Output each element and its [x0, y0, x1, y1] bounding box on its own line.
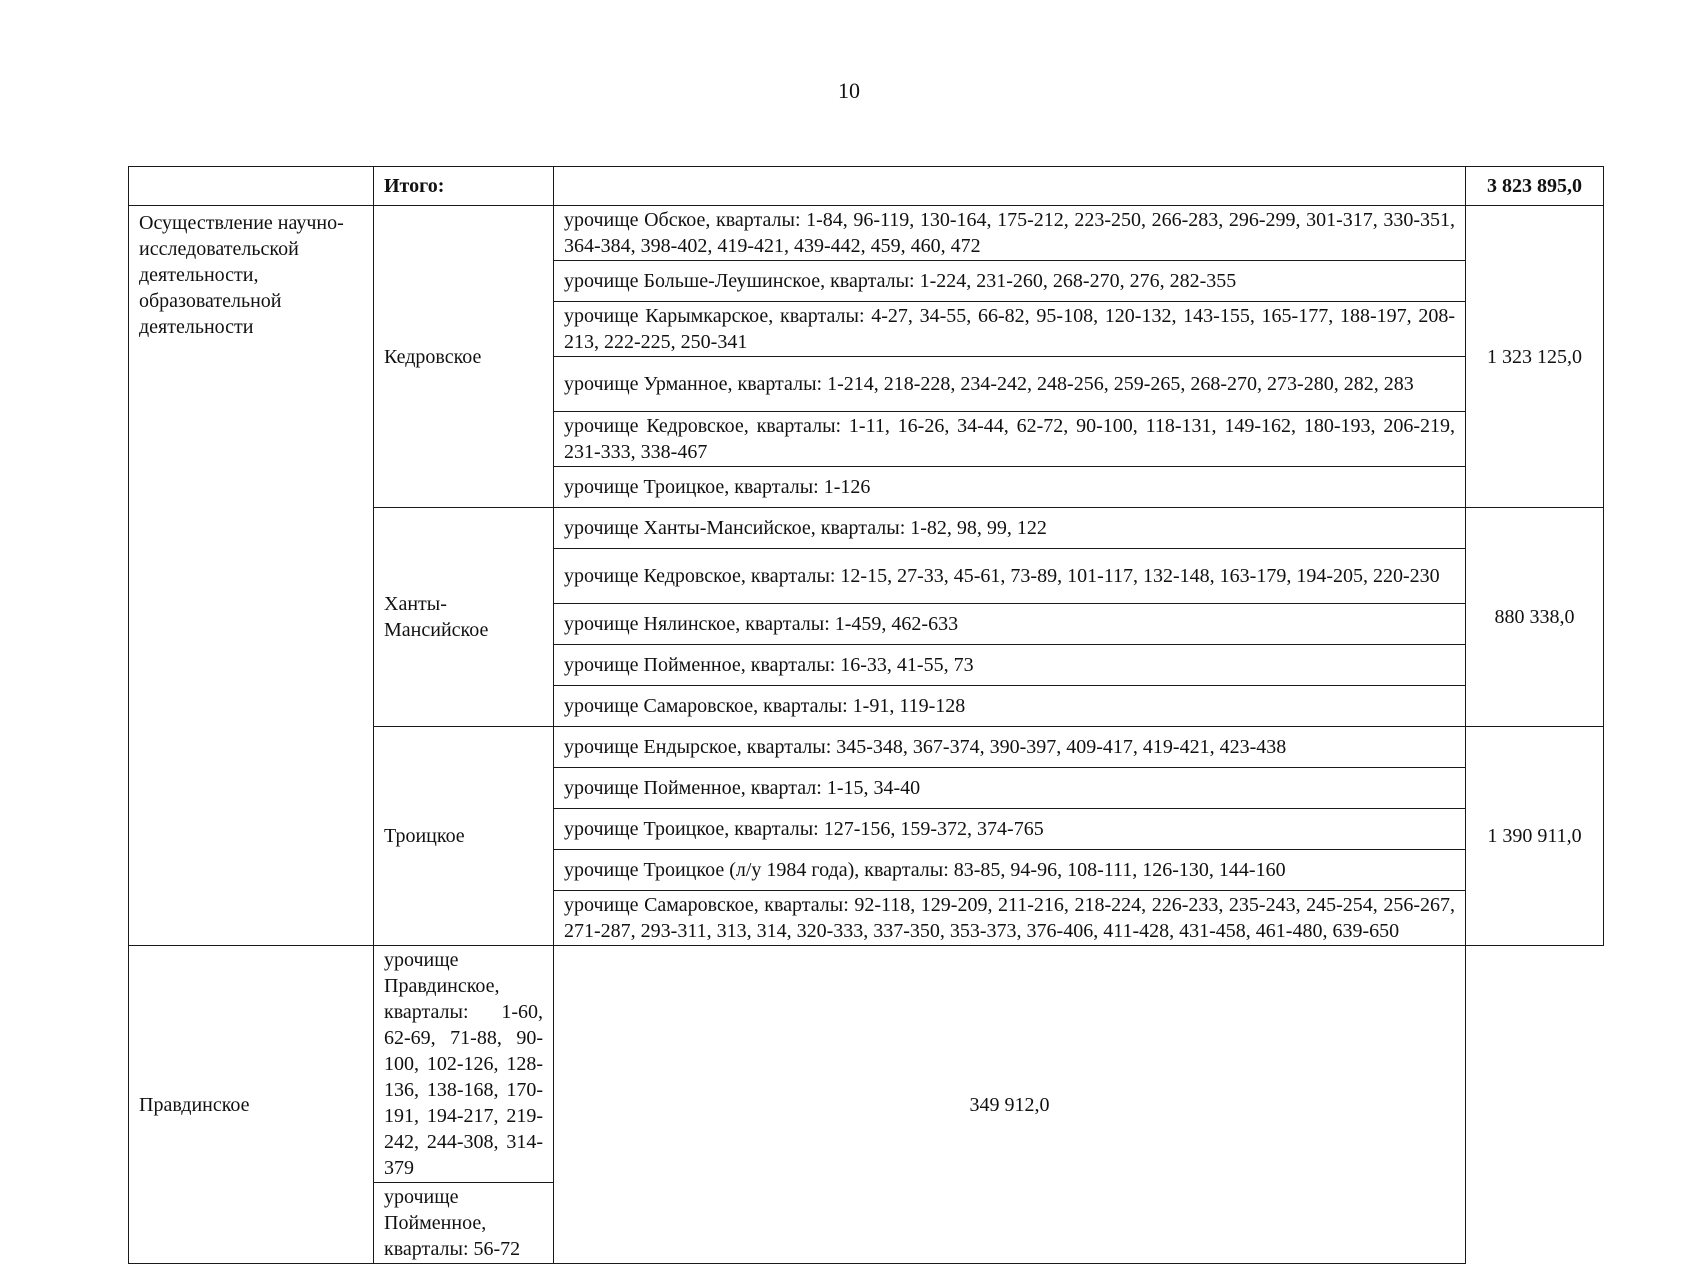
area-cell: 880 338,0 — [1466, 508, 1604, 727]
locality-cell: урочище Правдинское, кварталы: 1-60, 62-69, 71-88, 90-100, 102-126, 128-136, 138-168, 170-191, 194-217, 219-242, 244-308, 314-379 — [374, 946, 554, 1183]
locality-cell: урочище Ханты-Мансийское, кварталы: 1-82, 98, 99, 122 — [554, 508, 1466, 549]
locality-cell: урочище Больше-Леушинское, кварталы: 1-224, 231-260, 268-270, 276, 282-355 — [554, 261, 1466, 302]
total-label: Итого: — [374, 167, 554, 206]
table-row — [129, 206, 1604, 261]
locality-cell: урочище Самаровское, кварталы: 1-91, 119-128 — [554, 686, 1466, 727]
locality-cell: урочище Пойменное, кварталы: 56-72 — [374, 1183, 554, 1264]
total-area: 3 823 895,0 — [1466, 167, 1604, 206]
locality-cell: урочище Обское, кварталы: 1-84, 96-119, 130-164, 175-212, 223-250, 266-283, 296-299, 301-317, 330-351, 364-384, 398-402, 419-421, 439-442, 459, 460, 472 — [554, 206, 1466, 261]
locality-cell: урочище Урманное, кварталы: 1-214, 218-228, 234-242, 248-256, 259-265, 268-270, 273-280, 282, 283 — [554, 357, 1466, 412]
locality-cell: урочище Кедровское, кварталы: 1-11, 16-26, 34-44, 62-72, 90-100, 118-131, 149-162, 180-193, 206-219, 231-333, 338-467 — [554, 412, 1466, 467]
forestry-cell: Троицкое — [374, 727, 554, 946]
locality-cell: урочище Самаровское, кварталы: 92-118, 129-209, 211-216, 218-224, 226-233, 235-243, 245-254, 256-267, 271-287, 293-311, 313, 314, 320-333, 337-350, 353-373, 376-406, 411-428, 431-458, 461-480, 639-650 — [554, 891, 1466, 946]
page-number: 10 — [838, 78, 860, 103]
locality-cell: урочище Троицкое, кварталы: 127-156, 159-372, 374-765 — [554, 809, 1466, 850]
locality-cell: урочище Пойменное, квартал: 1-15, 34-40 — [554, 768, 1466, 809]
forestry-cell: Кедровское — [374, 206, 554, 508]
table-row — [129, 946, 1604, 1183]
total-row — [129, 167, 1604, 206]
locality-cell: урочище Троицкое (л/у 1984 года), кварталы: 83-85, 94-96, 108-111, 126-130, 144-160 — [554, 850, 1466, 891]
area-cell: 349 912,0 — [554, 946, 1466, 1264]
activity-cell: Осуществление научно-исследовательской деятельности, образовательной деятельности — [129, 206, 374, 946]
forestry-cell: Правдинское — [129, 946, 374, 1264]
locality-cell: урочище Карымкарское, кварталы: 4-27, 34-55, 66-82, 95-108, 120-132, 143-155, 165-177, 188-197, 208-213, 222-225, 250-341 — [554, 302, 1466, 357]
forest-areas-table — [128, 166, 1604, 1264]
locality-cell: урочище Кедровское, кварталы: 12-15, 27-33, 45-61, 73-89, 101-117, 132-148, 163-179, 194-205, 220-230 — [554, 549, 1466, 604]
area-cell: 1 390 911,0 — [1466, 727, 1604, 946]
area-cell: 1 323 125,0 — [1466, 206, 1604, 508]
total-empty-cell — [129, 167, 374, 206]
total-empty-locality-cell — [554, 167, 1466, 206]
locality-cell: урочище Пойменное, кварталы: 16-33, 41-55, 73 — [554, 645, 1466, 686]
locality-cell: урочище Ендырское, кварталы: 345-348, 367-374, 390-397, 409-417, 419-421, 423-438 — [554, 727, 1466, 768]
locality-cell: урочище Троицкое, кварталы: 1-126 — [554, 467, 1466, 508]
forestry-cell: Ханты-Мансийское — [374, 508, 554, 727]
locality-cell: урочище Нялинское, кварталы: 1-459, 462-633 — [554, 604, 1466, 645]
